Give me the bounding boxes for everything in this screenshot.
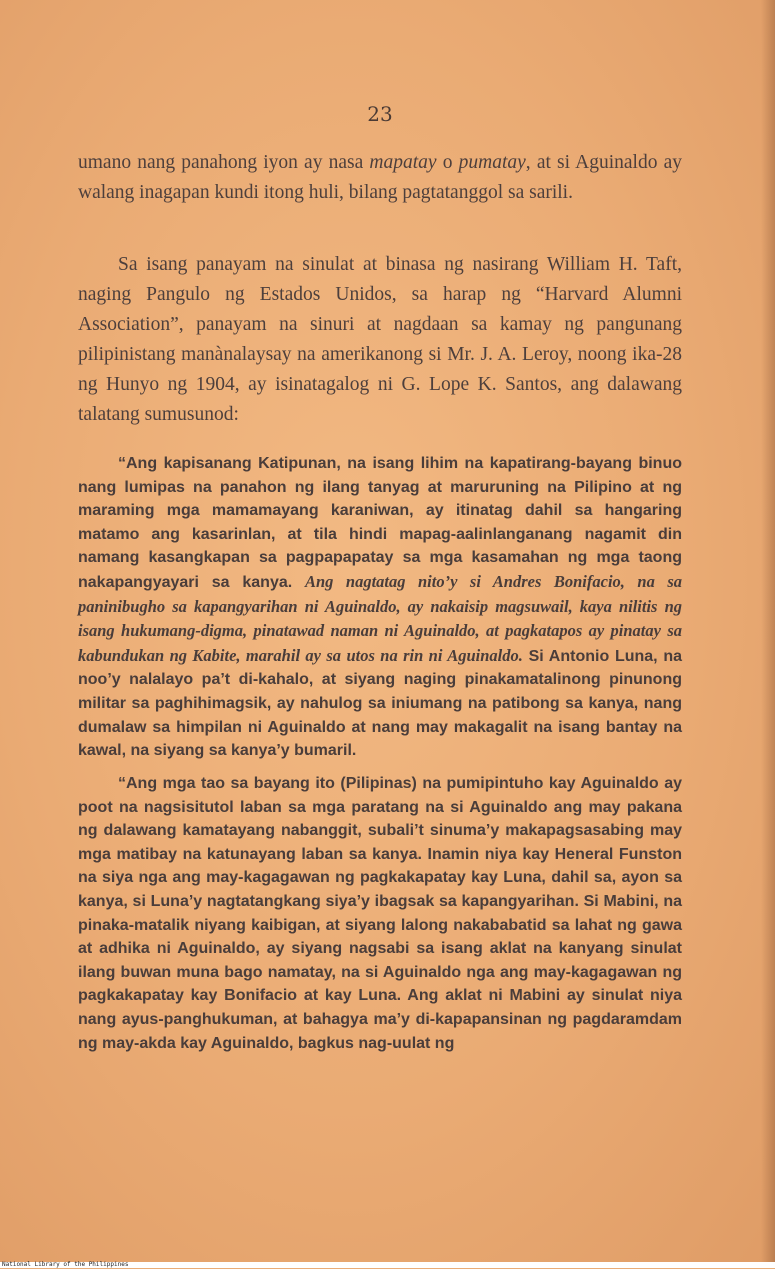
library-credit: National Library of the Philippines <box>2 1261 129 1268</box>
quote-paragraph-1 <box>78 452 682 763</box>
quote-paragraph-2 <box>78 772 682 1055</box>
quote2-text: “Ang mga tao sa bayang ito (Pilipinas) na pumipintuho kay Aguinaldo ay poot na nagsisitutol laban sa mga paratang na si Aguinaldo ang may pakana ng dalawang kamatayang nabanggit, subali’t sinuma’y makapagsasabing may mga matibay na katunayang laban sa kanya. Inamin niya kay Heneral Funston na siya nga ang may-kagagawan ng pagkakapatay kay Luna, dahil sa, ayon sa kanya, si Luna’y nagtatangkang siya’y ibagsak sa kapangyarihan. Si Mabini, na pinaka-matalik niyang kaibigan, at siyang lalong nakababatid sa lahat ng gawa at adhika ni Aguinaldo, ay siyang nagsabi sa isang aklat na kanyang sinulat ilang buwan muna bago namatay, na si Aguinaldo nga ang may-kagagawan ng pagkakapatay kay Bonifacio at kay Luna. Ang aklat ni Mabini ay sinulat niya nang ayus-panghukuman, at bahagya ma’y di-kapapansinan ng pagdaramdam ng may-akda kay Aguinaldo, bagkus nag-uulat ng <box>78 775 682 1052</box>
para1-em-pumatay: pumatay <box>458 152 526 173</box>
paragraph-taft: Sa isang panayam na sinulat at binasa ng nasirang William H. Taft, naging Pangulo ng Estados Unidos, sa harap ng “Harvard Alumni Association”, panayam na sinuri at nagdaan sa kamay ng pangunang pilipinistang manànalaysay na amerikanong si Mr. J. A. Leroy, noong ika-28 ng Hunyo ng 1904, ay isinatagalog ni G. Lope K. Santos, ang dalawang talatang sumusunod: <box>78 254 682 425</box>
page-number: 23 <box>367 102 393 126</box>
para1-mid: o <box>436 152 459 173</box>
page-edge-shadow <box>761 0 775 1262</box>
para1-em-mapatay: mapatay <box>369 152 437 173</box>
quote1-italic: Ang nagtatag nito’y si Andres Bonifacio, na sa paninibugho sa kapangyarihan ni Aguinaldo, ay nakaisip magsuwail, kaya nilitis ng isang hukumang-digma, pinatawad naman ni Aguinaldo, at pagkatapos ay pinatay sa kabundukan ng Kabite, marahil ay sa utos na rin ni Aguinaldo. <box>78 571 682 665</box>
quote1-after: Si Antonio Luna, na noo’y nalalayo pa’t di-kahalo, at siyang naging pinakamatalinong pinunong militar sa paghihimagsik, ay nahulog sa iniumang na patibong sa kanya, nang dumalaw sa himpilan ni Aguinaldo at nang may makagalit na isang bantay na kawal, na siyang sa kanya’y bumaril. <box>78 647 682 760</box>
quote1-before: “Ang kapisanang Katipunan, na isang lihim na kapatirang-bayang binuo nang lumipas na panahon ng ilang tanyag at maruruning na Pilipino at ng maraming mga mamamayang karaniwan, ay itinatag dahil sa hangaring matamo ang kasarinlan, at tila hindi mapag-aalinlanganang nagamit din namang kasangkapan sa pagpapapatay sa mga kasamahan ng mga taong nakapangyayari sa kanya. <box>78 455 682 591</box>
para1-before: umano nang panahong iyon ay nasa <box>78 152 370 173</box>
para1-after: , at si Aguinaldo ay walang inagapan kundi itong huli, bilang pagtatanggol sa sarili. <box>78 152 683 203</box>
body-paragraph-1 <box>78 148 682 208</box>
body-paragraph-2 <box>78 250 682 430</box>
footer-bar <box>0 1262 775 1268</box>
